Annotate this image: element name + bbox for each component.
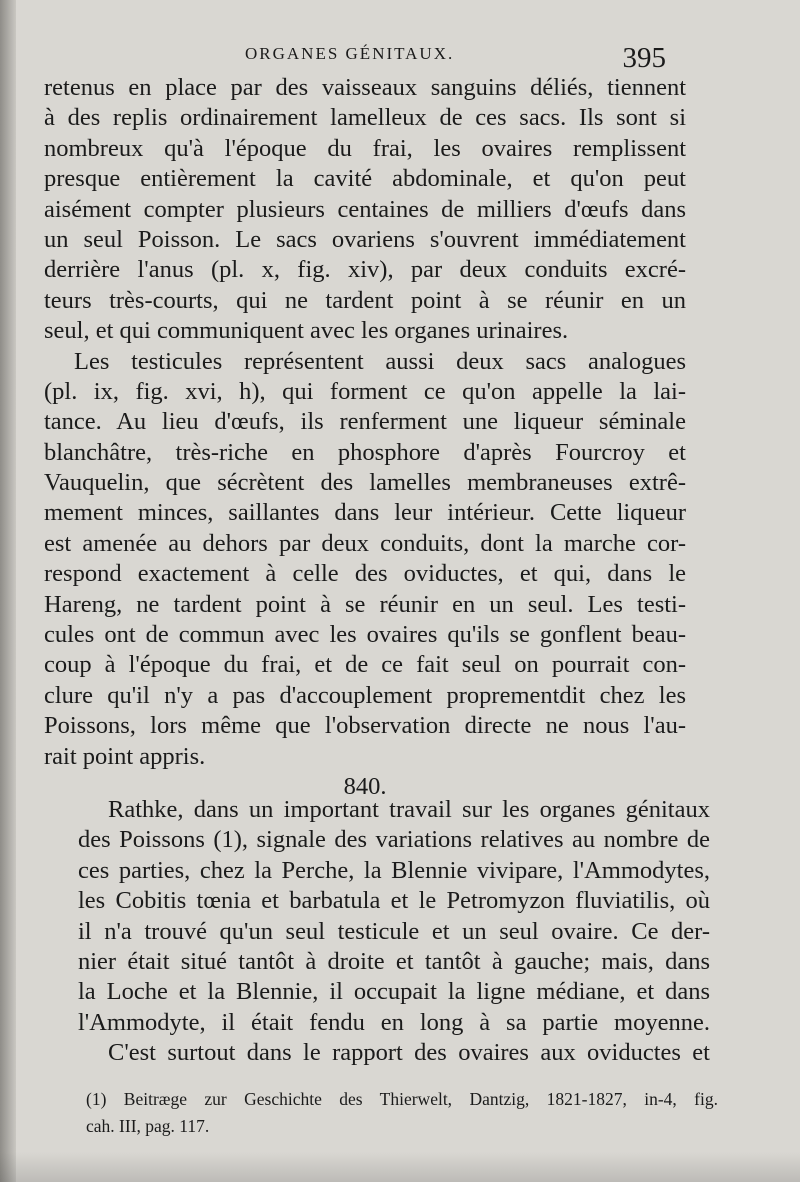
text-line: aisément compter plusieurs centaines de milliers d'œufs dans (44, 195, 686, 223)
text-line: Vauquelin, que sécrètent des lamelles membraneuses extrê- (44, 469, 686, 497)
text-line: presque entièrement la cavité abdominale, et qu'on peut (44, 165, 686, 193)
page-number: 395 (622, 42, 666, 74)
text-line: nier était situé tantôt à droite et tantôt à gauche; mais, dans (78, 947, 710, 975)
text-line: la Loche et la Blennie, il occupait la ligne médiane, et dans (78, 978, 710, 1006)
text-line: coup à l'époque du frai, et de ce fait seul on pourrait con- (44, 651, 686, 679)
text-line: un seul Poisson. Le sacs ovariens s'ouvrent immédiatement (44, 225, 686, 253)
footnote (86, 1086, 718, 1140)
footnote-line: cah. III, pag. 117. (86, 1116, 210, 1136)
text-line: il n'a trouvé qu'un seul testicule et un seul ovaire. Ce der- (78, 917, 710, 945)
text-line: C'est surtout dans le rapport des ovaires aux oviductes et (108, 1039, 710, 1067)
text-line: Rathke, dans un important travail sur les organes génitaux (108, 796, 710, 823)
page-header (40, 40, 680, 76)
page-bottom-shadow (0, 1152, 800, 1182)
page-gutter-shadow (0, 0, 16, 1182)
text-line: Poissons, lors même que l'observation directe ne nous l'au- (44, 712, 686, 740)
text-line: derrière l'anus (pl. x, fig. xiv), par deux conduits excré- (44, 256, 686, 284)
section-840-text (78, 795, 710, 1069)
text-line: retenus en place par des vaisseaux sanguins déliés, tiennent (44, 74, 686, 101)
text-line: respond exactement à celle des oviductes, et qui, dans le (44, 560, 686, 588)
text-line: cules ont de commun avec les ovaires qu'ils se gonflent beau- (44, 621, 686, 649)
text-line: les Cobitis tœnia et barbatula et le Petromyzon fluviatilis, où (78, 887, 710, 915)
running-title: ORGANES GÉNITAUX. (245, 44, 455, 63)
text-line: blanchâtre, très-riche en phosphore d'après Fourcroy et (44, 438, 686, 466)
body-text (44, 73, 686, 802)
text-line: l'Ammodyte, il était fendu en long à sa partie moyenne. (78, 1008, 710, 1036)
section-number: 840. (343, 772, 387, 800)
text-line: teurs très-courts, qui ne tardent point à se réunir en un (44, 286, 686, 314)
text-line: ces parties, chez la Perche, la Blennie vivipare, l'Ammodytes, (78, 856, 710, 884)
text-line: Les testicules représentent aussi deux sacs analogues (74, 347, 686, 375)
text-line: nombreux qu'à l'époque du frai, les ovaires remplissent (44, 134, 686, 162)
text-line: tance. Au lieu d'œufs, ils renferment une liqueur séminale (44, 408, 686, 436)
text-line: rait point appris. (44, 742, 206, 770)
text-line: seul, et qui communiquent avec les organes urinaires. (44, 317, 569, 345)
text-line: Hareng, ne tardent point à se réunir en un seul. Les testi- (44, 590, 686, 618)
text-line: à des replis ordinairement lamelleux de ces sacs. Ils sont si (44, 104, 686, 132)
text-line: clure qu'il n'y a pas d'accouplement proprementdit chez les (44, 681, 686, 709)
text-line: (pl. ix, fig. xvi, h), qui forment ce qu'on appelle la lai- (44, 377, 686, 405)
text-line: est amenée au dehors par deux conduits, dont la marche cor- (44, 529, 686, 557)
text-line: mement minces, saillantes dans leur intérieur. Cette liqueur (44, 499, 686, 527)
footnote-line: (1) Beitræge zur Geschichte des Thierwelt, Dantzig, 1821-1827, in-4, fig. (86, 1089, 718, 1109)
text-line: des Poissons (1), signale des variations relatives au nombre de (78, 826, 710, 854)
